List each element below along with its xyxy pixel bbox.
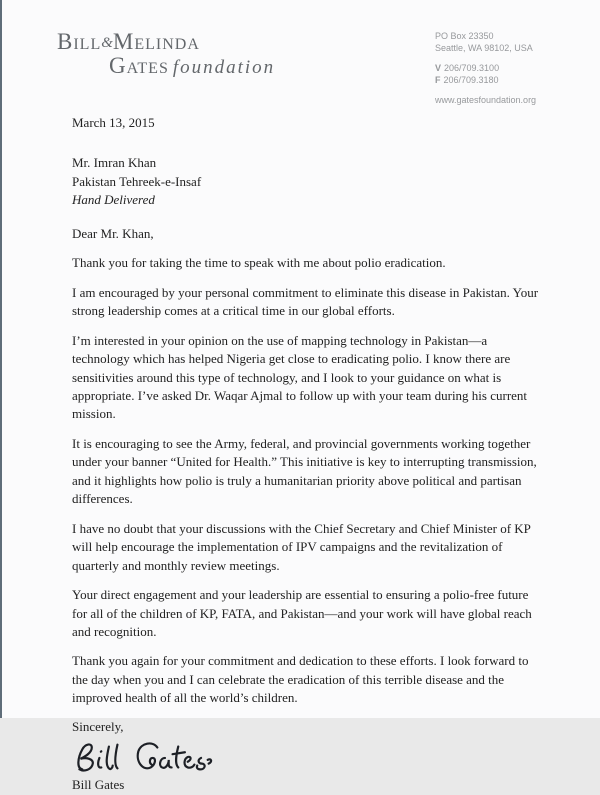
letter-paragraph-5: I have no doubt that your discussions with the Chief Secretary and Chief Minister of KP will help encourage the implementation of IPV campaigns and the revitalization of quarterly and monthly review meetings. bbox=[72, 520, 531, 573]
letter-paragraph-7: Thank you again for your commitment and dedication to these efforts. I look forward to the day when you and I can celebrate the eradication of this terrible disease and the improved health of all the world’s children. bbox=[72, 653, 529, 706]
phone-line bbox=[435, 62, 570, 74]
recipient-name: Mr. Imran Khan bbox=[72, 155, 157, 171]
logo-ampersand-icon: & bbox=[101, 35, 113, 51]
logo-line-1 bbox=[57, 30, 275, 54]
gates-foundation-logo bbox=[57, 30, 275, 78]
logo-melinda: Melinda bbox=[112, 29, 200, 54]
phone-label: V bbox=[435, 63, 442, 73]
letter-body bbox=[2, 114, 600, 795]
letter-paragraph-3: I’m interested in your opinion on the use of mapping technology in Pakistan—a technology which has helped Nigeria get close to eradicating polio. I know there are sensitivities around this type of technology, and I look to your guidance on what is appropriate. I’ve asked Dr. Waqar Ajmal to follow up with your team during his current mission. bbox=[72, 332, 528, 422]
recipient-block bbox=[72, 154, 542, 209]
letter-paragraph-4: It is encouraging to see the Army, federal, and provincial governments working together under your banner “United for Health.” This initiative is key to interrupting transmission, and it highlights how polio is truly a humanitarian priority above political and partisan differences. bbox=[72, 435, 537, 507]
fax-number: 206/709.3180 bbox=[443, 75, 499, 85]
logo-foundation: foundation bbox=[172, 57, 276, 79]
address-line-2: Seattle, WA 98102, USA bbox=[435, 43, 533, 53]
address-line-1: PO Box 23350 bbox=[435, 31, 494, 41]
recipient-organization: Pakistan Tehreek-e-Insaf bbox=[72, 173, 202, 189]
phone-fax-block bbox=[435, 62, 570, 86]
fax-label: F bbox=[435, 75, 441, 85]
signature-handwriting-icon bbox=[70, 738, 220, 776]
contact-block bbox=[435, 30, 570, 106]
letter-paragraph-6: Your direct engagement and your leadership are essential to ensuring a polio-free future for all of the children of KP, FATA, and Pakistan—and your work will have global reach and recognition. bbox=[72, 587, 532, 639]
logo-line-2 bbox=[109, 54, 275, 78]
salutation: Dear Mr. Khan, bbox=[72, 225, 154, 241]
website-url: www.gatesfoundation.org bbox=[435, 95, 537, 105]
letter-paragraph-2: I am encouraged by your personal commitment to eliminate this disease in Pakistan. Your strong leadership comes at a critical time in our global efforts. bbox=[72, 284, 539, 319]
signer-typed-name: Bill Gates bbox=[72, 777, 125, 793]
letterhead bbox=[2, 0, 600, 106]
signature-bill-gates bbox=[70, 738, 542, 776]
closing: Sincerely, bbox=[72, 718, 124, 734]
mailing-address bbox=[435, 30, 570, 54]
letter-date: March 13, 2015 bbox=[72, 115, 155, 130]
fax-line bbox=[435, 74, 570, 86]
delivery-note: Hand Delivered bbox=[72, 192, 155, 208]
logo-bill: Bill bbox=[57, 29, 102, 54]
phone-number: 206/709.3100 bbox=[444, 63, 500, 73]
letter-paragraph-1: Thank you for taking the time to speak with me about polio eradication. bbox=[72, 255, 446, 271]
logo-gates: Gates bbox=[109, 53, 169, 79]
